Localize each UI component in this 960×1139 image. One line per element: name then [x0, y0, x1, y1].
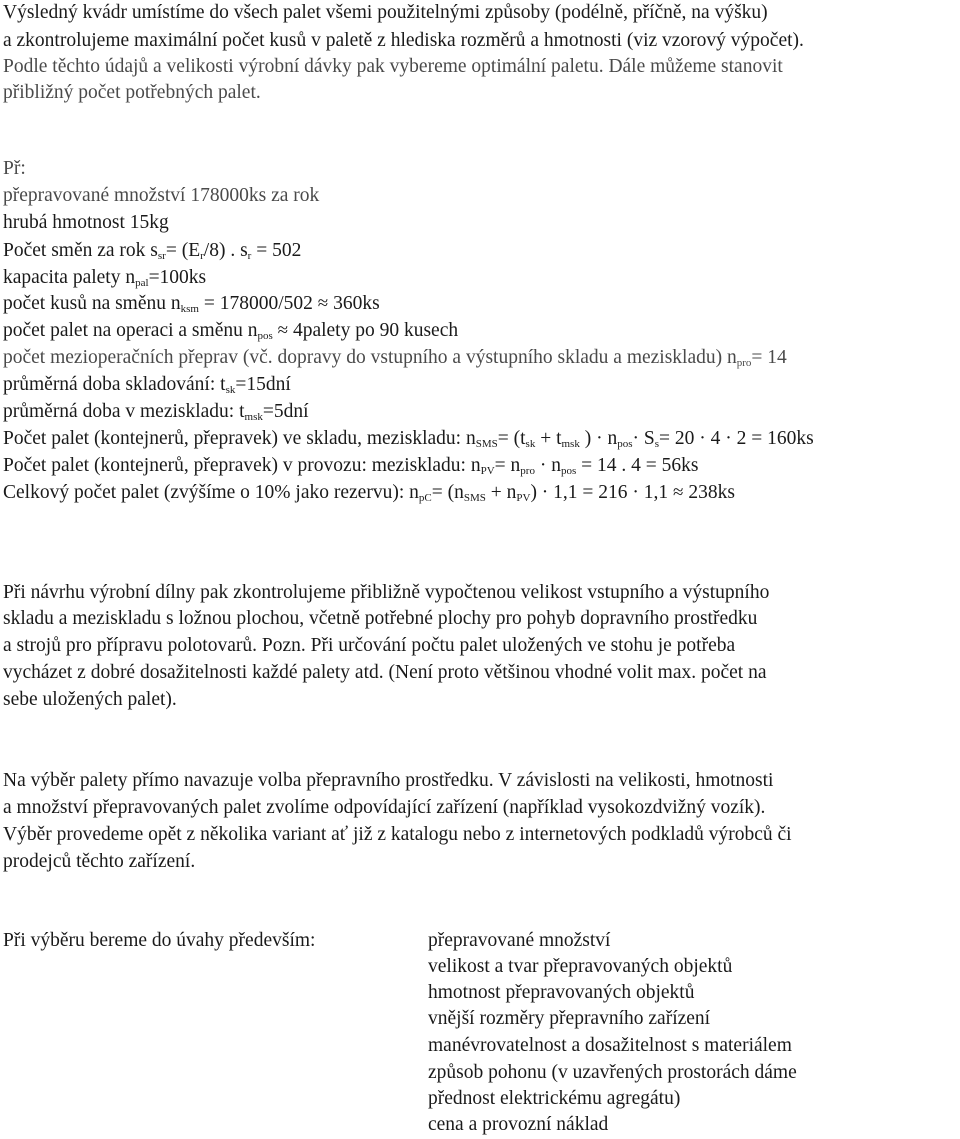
example-interstorage-avg: průměrná doba v meziskladu: $t_{msk}=5dní$ [3, 401, 309, 423]
para2-line-2: skladu a meziskladu s ložnou plochou, včetně potřebné plochy pro pohyb dopravního prostředku [3, 608, 758, 629]
example-storage-avg: průměrná doba skladování: $t_{sk}=15dní$ [3, 374, 291, 396]
para2-line-5: sebe uložených palet). [3, 689, 177, 710]
example-pallets-total: Celkový počet palet (zvýšíme o 10% jako rezervu): $n_{pC}= (n_{SMS} + n_{PV}) \cdot 1,1 = 216 \cdot 1,1 \approx 238ks$ [3, 482, 735, 504]
para2-line-4: vycházet z dobré dosažitelnosti každé palety atd. (Není proto většinou vhodné volit max. počet na [3, 662, 767, 683]
para3-line-4: prodejců těchto zařízení. [3, 851, 196, 872]
example-pallets-op: počet palet na operaci a směnu $n_{pos}$ ≈ 4palety po 90 kusech [3, 320, 459, 342]
intro-line-2: a zkontrolujeme maximální počet kusů v paletě z hlediska rozměrů a hmotnosti (viz vzorový výpočet). [3, 30, 804, 51]
example-weight: hrubá hmotnost 15kg [3, 212, 169, 233]
example-capacity: kapacita palety $n_{pal}=100ks$ [3, 267, 207, 289]
list-item: přepravované množství [428, 930, 611, 951]
para3-line-1: Na výběr palety přímo navazuje volba přepravního prostředku. V závislosti na velikosti, hmotnosti [3, 770, 774, 791]
para3-line-3: Výběr provedeme opět z několika variant ať již z katalogu nebo z internetových podkladů výrobců či [3, 824, 792, 845]
example-transfers: počet mezioperačních přeprav (vč. dopravy do vstupního a výstupního skladu a meziskladu) $n_{pro}= 14$ [3, 347, 787, 369]
example-pallets-storage: Počet palet (kontejnerů, přepravek) ve skladu, meziskladu: $n_{SMS}= (t_{sk} + t_{msk}$ ) · $n_{pos}\cdot S_s= 20 \cdot 4 \cdot 2 = 160ks$ [3, 428, 814, 450]
list-item: hmotnost přepravovaných objektů [428, 982, 695, 1003]
para2-line-1: Při návrhu výrobní dílny pak zkontrolujeme přibližně vypočtenou velikost vstupního a výstupního [3, 582, 770, 603]
list-item: manévrovatelnost a dosažitelnost s materiálem [428, 1035, 792, 1056]
example-quantity: přepravované množství 178000ks za rok [3, 185, 320, 206]
list-item: přednost elektrickému agregátu) [428, 1088, 681, 1109]
para2-line-3: a strojů pro přípravu polotovarů. Pozn. Při určování počtu palet uložených ve stohu je potřeba [3, 635, 736, 656]
example-pallets-operation: Počet palet (kontejnerů, přepravek) v provozu: meziskladu: $n_{PV}= n_{pro} \cdot n_{pos} = 14$ . 4 = 56ks [3, 455, 699, 477]
example-heading: Př: [3, 158, 26, 179]
intro-line-4: přibližný počet potřebných palet. [3, 82, 261, 103]
considerations-label: Při výběru bereme do úvahy především: [3, 930, 316, 951]
intro-line-3: Podle těchto údajů a velikosti výrobní dávky pak vybereme optimální paletu. Dále můžeme stanovit [3, 56, 783, 77]
example-shifts: Počet směn za rok $s_{sr}= (E_r/8)$ . $s_r = 502$ [3, 240, 302, 262]
list-item: vnější rozměry přepravního zařízení [428, 1008, 711, 1029]
list-item: velikost a tvar přepravovaných objektů [428, 956, 733, 977]
example-pieces: počet kusů na směnu $n_{ksm} = 178000/502 \approx 360ks$ [3, 293, 380, 315]
list-item: způsob pohonu (v uzavřených prostorách dáme [428, 1062, 797, 1083]
list-item: cena a provozní náklad [428, 1114, 609, 1135]
para3-line-2: a množství přepravovaných palet zvolíme odpovídající zařízení (například vysokozdvižný vozík). [3, 797, 766, 818]
intro-line-1: Výsledný kvádr umístíme do všech palet všemi použitelnými způsoby (podélně, příčně, na výšku) [3, 2, 768, 23]
